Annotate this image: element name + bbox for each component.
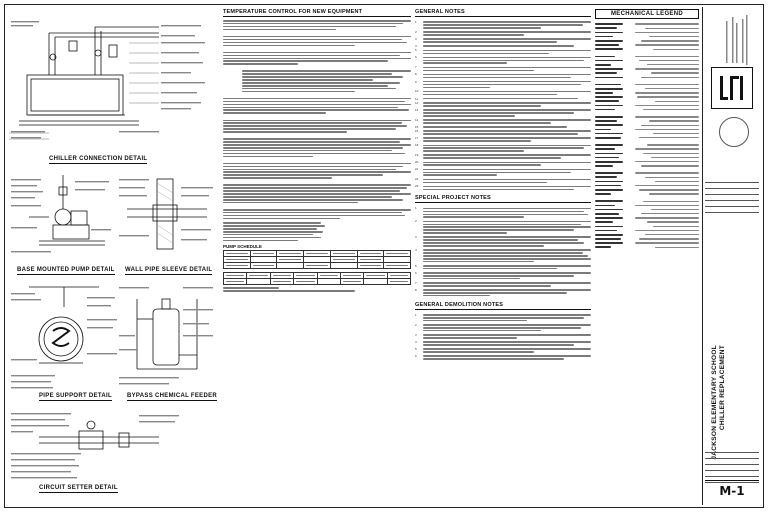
special-notes-heading: SPECIAL PROJECT NOTES: [415, 195, 591, 203]
table1-text: [223, 222, 411, 241]
chiller-connection-drawing: [9, 13, 219, 153]
base-pump-drawing: [9, 169, 114, 264]
base-pump-title: BASE MOUNTED PUMP DETAIL: [17, 267, 115, 273]
firm-logo: [711, 67, 753, 109]
general-notes-heading: GENERAL NOTES: [415, 9, 591, 17]
legend-rows: [595, 22, 699, 249]
drawing-sheet: [4, 4, 764, 508]
pump-schedule-table: [223, 250, 411, 269]
table2-title: PUMP SCHEDULE: [223, 244, 262, 250]
bypass-feeder-drawing: [117, 279, 217, 394]
chiller-connection-title: CHILLER CONNECTION DETAIL: [49, 156, 148, 162]
title-block: [702, 7, 761, 505]
bypass-feeder-title: BYPASS CHEMICAL FEEDER: [127, 393, 218, 399]
general-notes-list: 1 2 3 4 5 6 7 8 9 10 11 12 13 14 15 16 17 18 19 20 21 22 23: [415, 20, 591, 191]
demolition-notes-heading: GENERAL DEMOLITION NOTES: [415, 302, 591, 310]
wall-sleeve-title: WALL PIPE SLEEVE DETAIL: [125, 267, 213, 273]
pipe-support-title: PIPE SUPPORT DETAIL: [39, 393, 112, 399]
special-notes-list: 1 2 3 4 5 6 7 8: [415, 206, 591, 297]
project-name-line1: JACKSON ELEMENTARY SCHOOL: [711, 345, 718, 460]
wall-sleeve-drawing: [117, 169, 217, 264]
notes-column: [415, 9, 591, 503]
drawing-info: [705, 447, 759, 481]
revision-block: [705, 177, 759, 213]
second-schedule-table: [223, 272, 411, 285]
controls-heading: TEMPERATURE CONTROL FOR NEW EQUIPMENT: [223, 9, 411, 17]
circuit-setter-drawing: [9, 407, 219, 497]
sheet-number: M-1: [705, 480, 759, 501]
demolition-notes-list: 1 2 3 4 5 6: [415, 313, 591, 361]
engineer-seal: [719, 117, 749, 147]
controls-column: [223, 9, 411, 503]
controls-text: [223, 20, 411, 219]
legend-title: MECHANICAL LEGEND: [595, 9, 699, 19]
project-title: [707, 345, 757, 460]
circuit-setter-title: CIRCUIT SETTER DETAIL: [39, 485, 118, 491]
details-column: [9, 9, 219, 503]
pipe-support-drawing: [9, 279, 119, 404]
table-notes: [223, 287, 411, 291]
project-name-line2: CHILLER REPLACEMENT: [719, 345, 726, 431]
legend-column: [595, 9, 699, 503]
